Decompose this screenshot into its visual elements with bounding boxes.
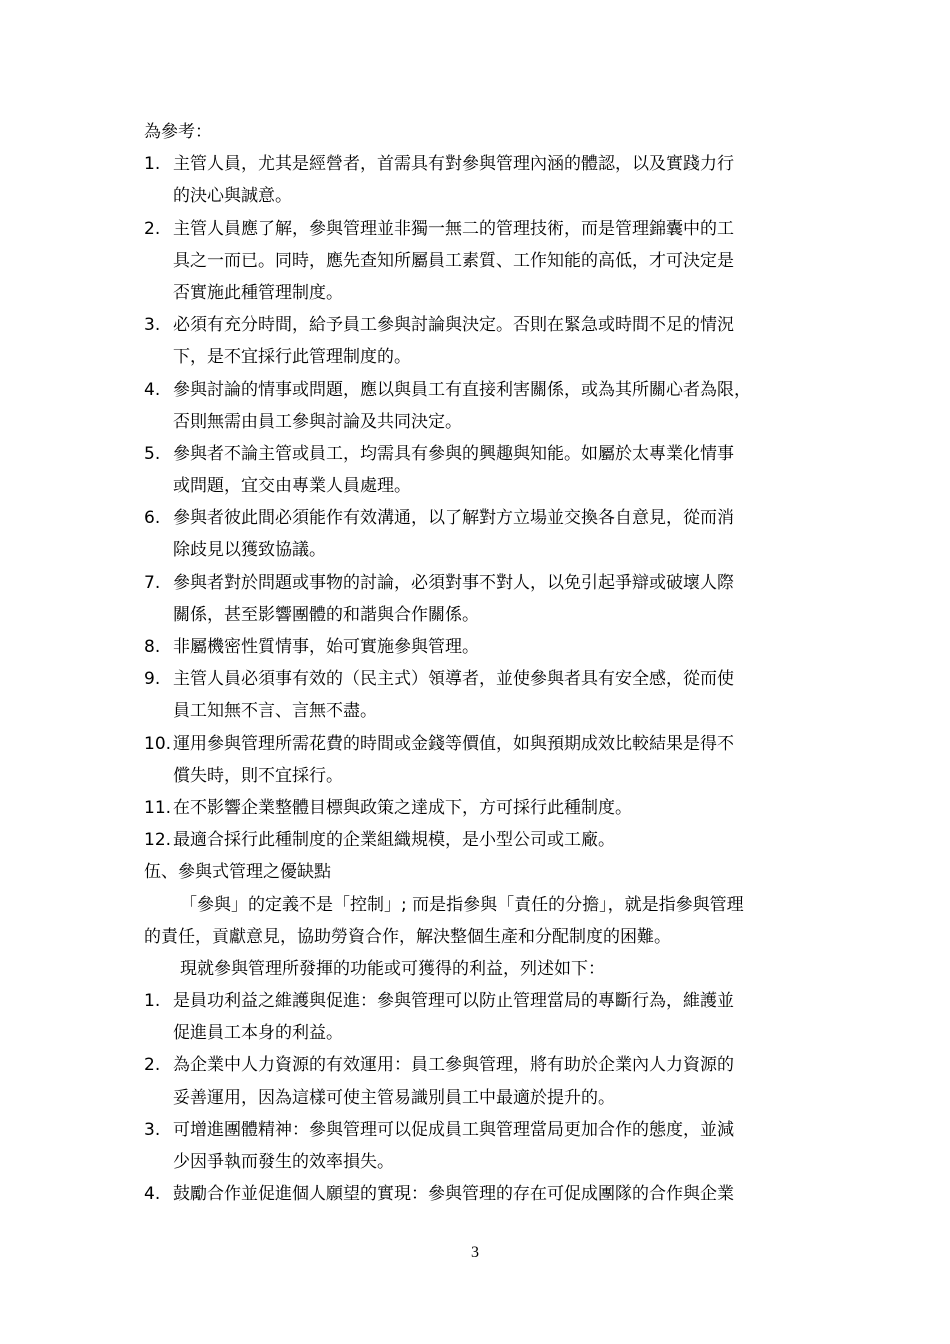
list-item [144,502,808,566]
list-item [144,309,808,373]
list-item [144,824,808,856]
list-item [144,1114,808,1178]
list-item-line: 妥善運用，因為這樣可使主管易識別員工中最適於提升的。 [173,1087,615,1108]
list-item-number: 3. [144,1119,161,1140]
list-item-text [173,1049,809,1113]
list-item [144,438,808,502]
list-item-line: 否實施此種管理制度。 [173,282,343,303]
list-item-line: 參與者不論主管或員工，均需具有參與的興趣與知能。如屬於太專業化情事 [173,443,734,464]
section-heading: 伍、參與式管理之優缺點 [144,862,331,883]
list-item-line: 參與討論的情事或問題，應以與員工有直接利害關係，或為其所關心者為限， [173,379,751,400]
list-item-line: 在不影響企業整體目標與政策之達成下，方可採行此種制度。 [173,797,632,818]
list-item-line: 鼓勵合作並促進個人願望的實現：參與管理的存在可促成團隊的合作與企業 [173,1184,734,1205]
list-item-line: 促進員工本身的利益。 [173,1023,343,1044]
list-item-line: 主管人員，尤其是經營者，首需具有對參與管理內涵的體認，以及實踐力行 [173,154,734,175]
list-item-number: 3. [144,315,161,336]
list-item-line: 具之一而已。同時，應先查知所屬員工素質、工作知能的高低，才可決定是 [173,250,734,271]
list-item [144,1049,808,1113]
list-item [144,728,808,792]
list-item-line: 否則無需由員工參與討論及共同決定。 [173,411,462,432]
intro-text: 為參考： [144,122,212,142]
list-item-text [173,663,809,727]
prerequisite-list [144,148,808,856]
list-item-line: 為企業中人力資源的有效運用：員工參與管理，將有助於企業內人力資源的 [173,1055,734,1076]
list-item-line: 或問題，宜交由專業人員處理。 [173,476,411,497]
list-item-line: 主管人員必須事有效的（民主式）領導者，並使參與者具有安全感，從而使 [173,669,734,690]
list-item-line: 關係，甚至影響團體的和諧與合作關係。 [173,604,479,625]
list-item-number: 8. [144,637,161,657]
list-item [144,148,808,212]
list-item-line: 非屬機密性質情事，始可實施參與管理。 [173,637,479,657]
document-body [144,116,808,1210]
list-item-text [173,792,809,824]
list-item-text [173,631,809,663]
list-item-text [173,1114,809,1178]
definition-paragraph [144,889,808,953]
list-item-line: 必須有充分時間，給予員工參與討論與決定。否則在緊急或時間不足的情況 [173,315,734,336]
list-item [144,1178,808,1210]
list-item-number: 1. [144,991,161,1012]
list-item-number: 1. [144,154,161,175]
list-item-line: 下，是不宜採行此管理制度的。 [173,347,411,368]
list-item-line: 運用參與管理所需花費的時間或金錢等價值，如與預期成效比較結果是得不 [173,733,734,754]
list-item-line: 可增進團體精神：參與管理可以促成員工與管理當局更加合作的態度，並減 [173,1119,734,1140]
list-item-text [173,1178,809,1210]
list-item-text [173,148,809,212]
list-item [144,663,808,727]
list-item-line: 參與者彼此間必須能作有效溝通，以了解對方立場並交換各自意見，從而消 [173,508,734,529]
page-number: 3 [471,1244,479,1261]
list-item-text [173,438,809,502]
list-item-number: 12. [144,830,172,851]
list-item-line: 是員功利益之維護與促進：參與管理可以防止管理當局的專斷行為，維護並 [173,991,734,1012]
list-item-text [173,567,809,631]
list-item-line: 參與者對於問題或事物的討論，必須對事不對人，以免引起爭辯或破壞人際 [173,572,734,593]
benefit-list [144,985,808,1210]
list-item-line: 最適合採行此種制度的企業組織規模，是小型公司或工廠。 [173,830,615,851]
list-item-number: 2. [144,1055,161,1076]
list-item-text [173,213,809,310]
list-item-text [173,374,809,438]
list-item-text [173,824,809,856]
list-item-number: 9. [144,669,161,690]
list-item [144,374,808,438]
list-item-text [173,728,809,792]
list-item-number: 7. [144,572,161,593]
list-item-line: 除歧見以獲致協議。 [173,540,326,561]
list-item-number: 6. [144,508,161,529]
list-item-line: 的決心與誠意。 [173,186,292,207]
list-item-line: 主管人員應了解，參與管理並非獨一無二的管理技術，而是管理錦囊中的工 [173,218,734,239]
list-item-line: 少因爭執而發生的效率損失。 [173,1152,394,1173]
list-item-number: 4. [144,379,161,400]
list-item-number: 4. [144,1184,161,1205]
list-item [144,985,808,1049]
list-item-number: 11. [144,797,172,818]
list-item [144,213,808,310]
list-item-text [173,309,809,373]
paragraph-line: 的責任，貢獻意見，協助勞資合作，解決整個生產和分配制度的困難。 [144,926,671,947]
list-item-line: 償失時，則不宜採行。 [173,765,343,786]
list-item [144,792,808,824]
list-item [144,631,808,663]
paragraph-line: 「參與」的定義不是「控制」; 而是指參與「責任的分擔」，就是指參與管理 [180,894,744,915]
list-item [144,567,808,631]
list-item-line: 員工知無不言、言無不盡。 [173,701,377,722]
list-item-number: 5. [144,443,161,464]
benefits-intro-paragraph: 現就參與管理所發揮的功能或可獲得的利益，列述如下： [180,958,605,979]
list-item-number: 2. [144,218,161,239]
list-item-text [173,502,809,566]
list-item-number: 10. [144,733,172,754]
list-item-text [173,985,809,1049]
